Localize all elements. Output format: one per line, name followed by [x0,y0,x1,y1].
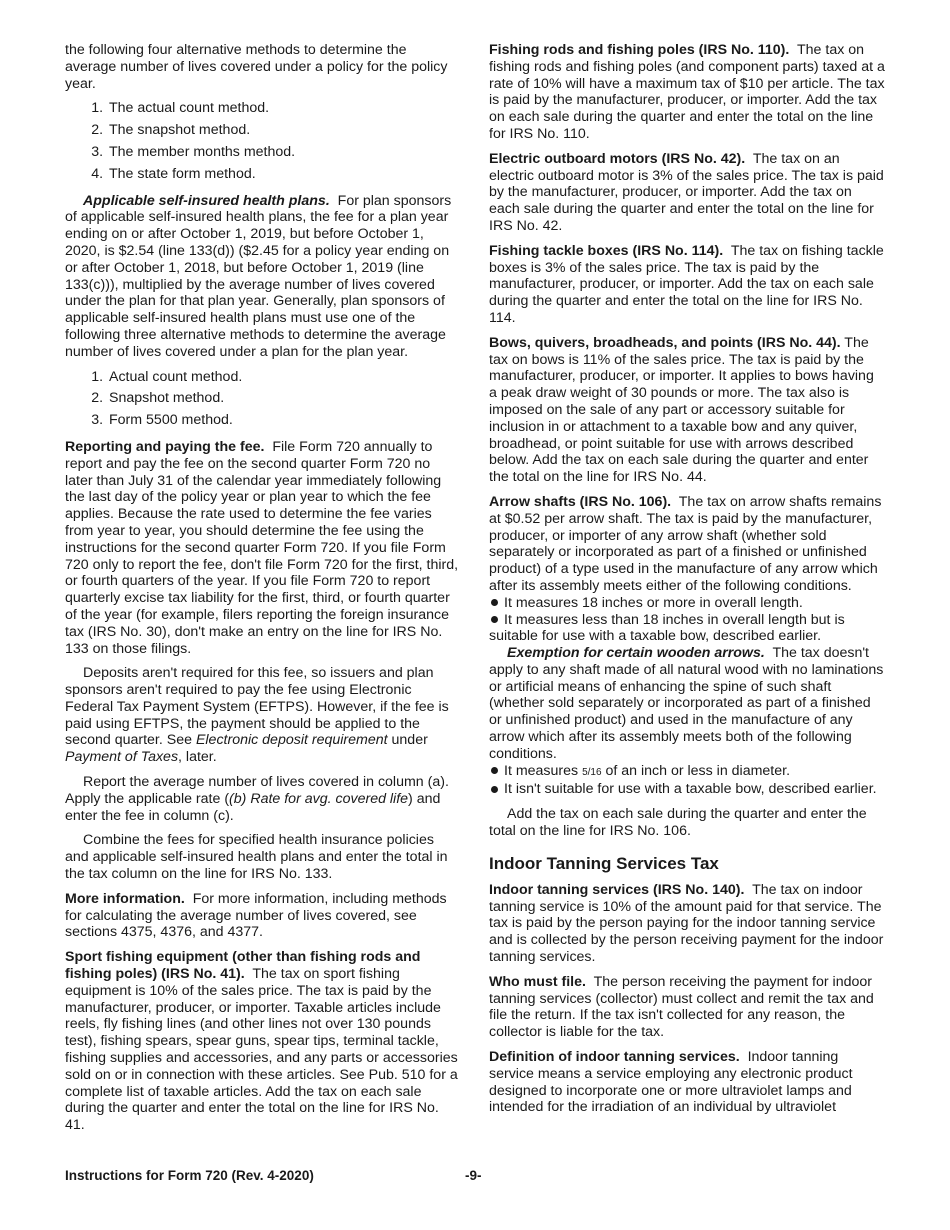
exemption-heading: Exemption for certain wooden arrows. [507,645,765,662]
bullet-text: It isn't suitable for use with a taxable bow, described earlier. [504,781,877,798]
arrow-shafts-body: The tax on arrow shafts remains at $0.52 per arrow shaft. The tax is paid by the manufacturer, producer, or importer of any arrow shaft (whether sold separately or incorporated as part of a finished or unfinished product) of a type used in the manufacture of any arrow which after its assembly meets either of the following conditions. [489,493,882,594]
applicable-plans-body: For plan sponsors of applicable self-insured health plans, the fee for a plan year ending on or after October 1, 2019, but before October 1, 2020, is $2.54 (line 133(d)) ($2.45 for a policy year ending on or after October 1, 2018, but before October 1, 2019 (line 133(c))), multiplied by the average number of lives covered under the plan for that plan year. Generally, plan sponsors of applicable self-insured health plans must use one of the following three alternative methods to determine the average number of lives covered under a plan for the plan year. [65,192,452,360]
more-info-body: For more information, including methods for calculating the average number of lives covered, see sections 4375, 4376, and 4377. [65,890,447,941]
bullet-text: of an inch or less in diameter. [601,762,791,779]
intro-text: the following four alternative methods to determine the average number of lives covered under a policy for the policy year. [65,42,448,92]
tanning-section-title: Indoor Tanning Services Tax [489,853,719,873]
who-must-file-heading: Who must file. [489,973,586,990]
deposits-xref: Electronic deposit requirement [195,732,388,749]
definition-paragraph [489,1049,885,1116]
sport-fishing-body: The tax on sport fishing equipment is 10% of the sales price. The tax is paid by the manufacturer, producer, or importer. Taxable articles include reels, fly fishing lines (and other lines not over 130 pounds test), fishing spears, spear guns, spear tips, terminal tackle, fishing supplies and accessories, and any parts or accessories sold on or in connection with these articles. See Pub. 510 for a complete list of taxable articles. Add the tax on each sale during the quarter and enter the total on the line for IRS No. 41. [65,966,458,1134]
list-item [489,612,885,646]
combine-paragraph: Combine the fees for specified health insurance policies and applicable self-insured health plans and enter the total in the tax column on the line for IRS No. 133. [65,832,448,883]
list-item: 1. The actual count method. [107,100,461,117]
report-average-text: ) and enter the fee in column (c). [65,790,441,824]
deposits-text: under [387,732,428,749]
bullet-icon [491,767,498,774]
definition-heading: Definition of indoor tanning services. [489,1049,740,1066]
bullet-icon [491,599,498,606]
deposits-text: , later. [178,749,217,766]
right-column [489,42,885,1124]
left-column [65,42,461,1142]
tackle-boxes-heading: Fishing tackle boxes (IRS No. 114). [489,242,724,259]
who-must-file-body: The person receiving the payment for indoor tanning services (collector) must collect and remit the tax and file the return. If the tax isn't collected for any reason, the collector is liable for the tax. [489,973,874,1041]
bullet-icon [491,786,498,793]
arrow-shafts-paragraph [489,494,885,595]
electric-outboard-paragraph [489,151,885,235]
exemption-body: The tax doesn't apply to any shaft made of all natural wood with no laminations or artificial means of enhancing the spine of such shaft (whether sold separately or incorporated as part of a finished or unfinished product) and used in the manufacture of any arrow which after its assembly meets both of the following conditions. [489,645,884,762]
list-item: 2. Snapshot method. [107,390,461,407]
more-info-heading: More information. [65,890,185,907]
bullet-text: It measures less than 18 inches in overall length but is suitable for use with a taxable bow, described earlier. [489,611,845,645]
reporting-heading: Reporting and paying the fee. [65,438,265,455]
list-item: 3. Form 5500 method. [107,412,461,429]
footer-form-title: Instructions for Form 720 (Rev. 4-2020) [65,1168,314,1183]
who-must-file-paragraph [489,974,885,1041]
arrow-conditions-list [489,595,885,645]
fishing-rods-heading: Fishing rods and fishing poles (IRS No. 110). [489,42,790,58]
arrow-shafts-heading: Arrow shafts (IRS No. 106). [489,493,672,510]
list-item [489,595,885,612]
electric-outboard-heading: Electric outboard motors (IRS No. 42). [489,150,746,167]
deposits-text: Deposits aren't required for this fee, so issuers and plan sponsors aren't required to pay the fee using Electronic Federal Tax Payment System (EFTPS). However, if the fee is paid using EFTPS, the payment should be applied to the second quarter. See [65,665,449,749]
definition-body: Indoor tanning service means a service employing any electronic product designed to incorporate one or more ultraviolet lamps and intended for the irradiation of an individual by ultraviolet [489,1049,853,1116]
applicable-plans-paragraph [65,193,461,361]
report-average-paragraph [65,774,461,824]
page-number: -9- [465,1168,482,1183]
tackle-boxes-body: The tax on fishing tackle boxes is 3% of the sales price. The tax is paid by the manufacturer, producer, or importer. Add the tax on each sale during the quarter and enter the total on the line for IRS No. 114. [489,242,884,326]
exemption-paragraph [489,645,885,763]
rate-column-ref: (b) Rate for avg. covered life [229,790,409,807]
sport-fishing-heading: Sport fishing equipment (other than fishing rods and fishing poles) (IRS No. 41). [65,949,421,983]
report-average-text: Report the average number of lives covered in column (a). Apply the applicable rate ( [65,774,449,807]
bows-paragraph [489,335,885,486]
bullet-icon [491,616,498,623]
bullet-text: It measures [504,762,583,779]
bows-heading: Bows, quivers, broadheads, and points (IRS No. 44). [489,334,841,351]
list-item: 1. Actual count method. [107,369,461,386]
tanning-services-body: The tax on indoor tanning service is 10% of the amount paid for that service. The tax is paid by the person paying for the indoor tanning service and is collected by the person receiving payment for the indoor tanning services. [489,881,884,966]
deposits-xref: Payment of Taxes [65,749,179,766]
list-item: 3. The member months method. [107,144,461,161]
wooden-arrow-conditions-list [489,763,885,799]
fishing-rods-paragraph [489,42,885,143]
fraction: 5/16 [582,766,602,778]
methods-three-list [65,369,461,429]
list-item [489,763,885,782]
applicable-plans-heading: Applicable self-insured health plans. [83,192,330,209]
deposits-paragraph [65,665,461,766]
methods-four-list [65,100,461,182]
more-info-paragraph [65,891,461,941]
tanning-services-heading: Indoor tanning services (IRS No. 140). [489,881,745,898]
list-item: 2. The snapshot method. [107,122,461,139]
tackle-boxes-paragraph [489,243,885,327]
electric-outboard-body: The tax on an electric outboard motor is 3% of the sales price. The tax is paid by the manufacturer, producer, or importer. Add the tax on each sale during the quarter and enter the total on the line for IRS No. 42. [489,150,884,234]
list-item [489,781,885,798]
tanning-services-paragraph [489,882,885,966]
bows-body: The tax on bows is 11% of the sales price. The tax is paid by the manufacturer, producer, or importer. It applies to bows having a peak draw weight of 30 pounds or more. The tax also is imposed on the sale of any part or accessory suitable for inclusion in or attachment to a taxable bow and any quiver, broadhead, or point suitable for use with arrows described below. Add the tax on each sale during the quarter and enter the total on the line for IRS No. 44. [489,334,874,486]
reporting-paragraph [65,439,461,657]
list-item: 4. The state form method. [107,166,461,183]
reporting-body: File Form 720 annually to report and pay the fee on the second quarter Form 720 no later than July 31 of the calendar year immediately following the last day of the policy year or plan year to which the fee applies. Because the rate used to determine the fee varies from year to year, you should determine the fee using the instructions for the second quarter Form 720. If you file Form 720 only to report the fee, don't file Form 720 for the first, third, or fourth quarters of the year. If you file Form 720 to report quarterly excise tax liability for the first, third, or fourth quarter of the year (for example, filers reporting the foreign insurance tax (IRS No. 30), don't make an entry on the line for IRS No. 133 on those filings. [65,438,459,657]
bullet-text: It measures 18 inches or more in overall length. [504,594,803,611]
fishing-rods-body: The tax on fishing rods and fishing poles (and component parts) taxed at a rate of 10% will have a maximum tax of $10 per article. The tax is paid by the manufacturer, producer, or importer. Add the tax on each sale during the quarter and enter the total on the line for IRS No. 110. [489,42,885,142]
add-tax-106-paragraph: Add the tax on each sale during the quarter and enter the total on the line for IRS No. 106. [489,806,867,840]
sport-fishing-paragraph [65,949,461,1134]
